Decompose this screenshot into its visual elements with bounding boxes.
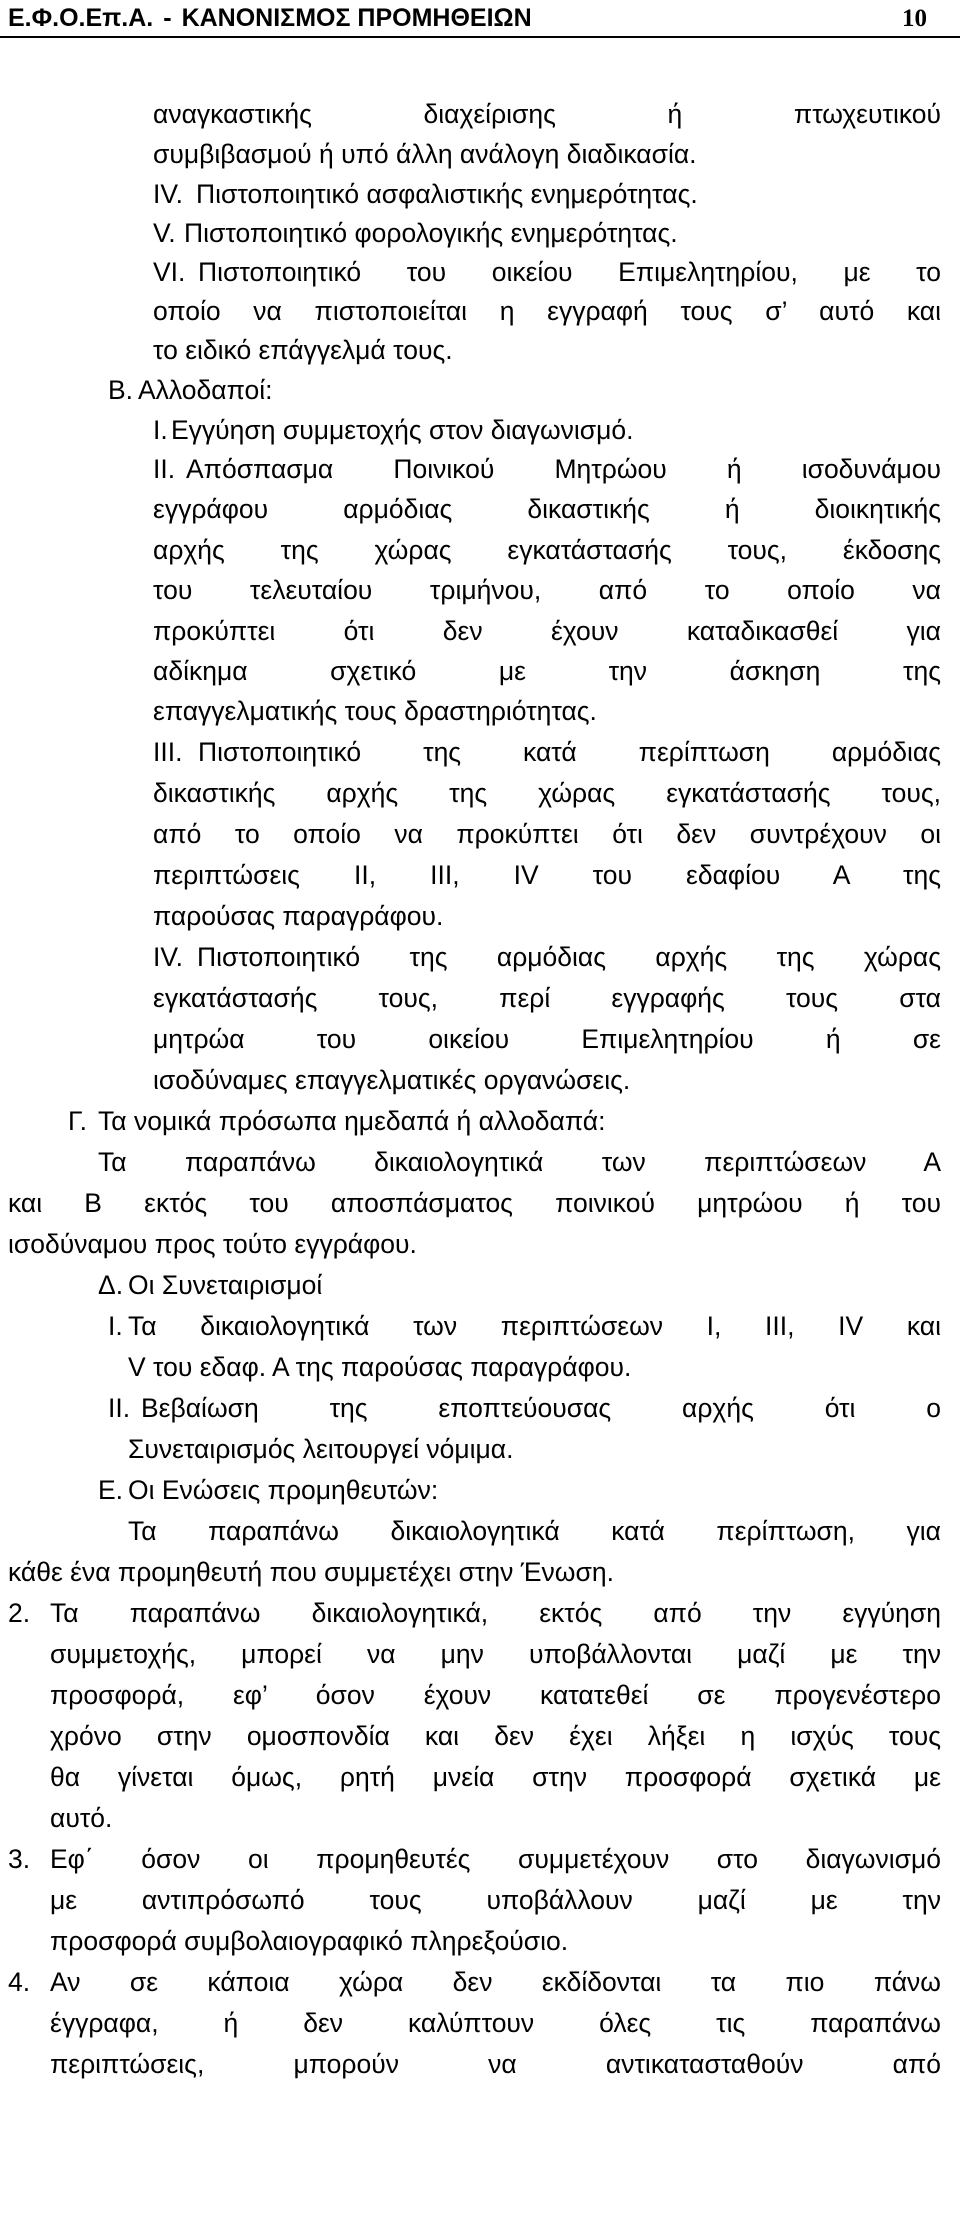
section-marker: Β. [108, 375, 134, 405]
text-line: Τα παραπάνω δικαιολογητικά, εκτός από την εγγύηση [50, 1598, 941, 1628]
header-title: ΚΑΝΟΝΙΣΜΟΣ ΠΡΟΜΗΘΕΙΩΝ [181, 4, 532, 32]
text-line: Εφ΄ όσον οι προμηθευτές συμμετέχουν στο διαγωνισμό [50, 1844, 941, 1874]
text-line: οποίο να πιστοποιείται η εγγραφή τους σ’ αυτό και [153, 296, 941, 326]
text-line: θα γίνεται όμως, ρητή μνεία στην προσφορά σχετικά με [50, 1762, 941, 1792]
item-marker: IV. [153, 179, 183, 209]
item-marker: I. [108, 1311, 123, 1341]
section-marker: Ε. [98, 1475, 124, 1505]
text-line: Απόσπασμα Ποινικού Μητρώου ή ισοδυνάμου [186, 454, 941, 484]
text-line: περιπτώσεις, μπορούν να αντικατασταθούν από [50, 2049, 941, 2079]
text-line: Πιστοποιητικό της κατά περίπτωση αρμόδιας [198, 737, 941, 767]
text-line: Πιστοποιητικό ασφαλιστικής ενημερότητας. [196, 179, 698, 209]
text-line: εγγράφου αρμόδιας δικαστικής ή διοικητικής [153, 494, 941, 524]
section-heading: Αλλοδαποί: [138, 375, 273, 405]
text-line: αναγκαστικής διαχείρισης ή πτωχευτικού [153, 99, 941, 129]
text-line: μητρώα του οικείου Επιμελητηρίου ή σε [153, 1024, 941, 1054]
text-line: το ειδικό επάγγελμά τους. [153, 335, 453, 365]
header-rule [0, 36, 960, 38]
text-line: δικαστικής αρχής της χώρας εγκατάστασής τους, [153, 778, 941, 808]
text-line: του τελευταίου τριμήνου, από το οποίο να [153, 575, 941, 605]
text-line: Συνεταιρισμός λειτουργεί νόμιμα. [128, 1434, 514, 1464]
text-line: παρούσας παραγράφου. [153, 901, 444, 931]
text-line: περιπτώσεις II, III, IV του εδαφίου Α της [153, 860, 941, 890]
page-header [8, 0, 532, 36]
text-line: επαγγελματικής τους δραστηριότητας. [153, 696, 597, 726]
section-heading: Τα νομικά πρόσωπα ημεδαπά ή αλλοδαπά: [98, 1106, 606, 1136]
text-line: προσφορά συμβολαιογραφικό πληρεξούσιο. [50, 1926, 569, 1956]
text-line: Τα παραπάνω δικαιολογητικά των περιπτώσεων Α [98, 1147, 941, 1177]
item-marker: III. [153, 737, 183, 767]
page-number: 10 [902, 5, 927, 32]
header-org: Ε.Φ.Ο.Επ.Α. [8, 4, 154, 32]
text-line: ισοδύναμου προς τούτο εγγράφου. [8, 1229, 417, 1259]
item-marker: VI. [153, 257, 186, 287]
text-line: και Β εκτός του αποσπάσματος ποινικού μητρώου ή του [8, 1188, 941, 1218]
paragraph-number: 2. [8, 1598, 31, 1628]
text-line: προσφορά, εφ’ όσον έχουν κατατεθεί σε προγενέστερο [50, 1680, 941, 1710]
text-line: από το οποίο να προκύπτει ότι δεν συντρέχουν οι [153, 819, 941, 849]
text-line: ισοδύναμες επαγγελματικές οργανώσεις. [153, 1065, 631, 1095]
text-line: με αντιπρόσωπό τους υποβάλλουν μαζί με την [50, 1885, 941, 1915]
item-marker: II. [108, 1393, 131, 1423]
text-line: συμβιβασμού ή υπό άλλη ανάλογη διαδικασία. [153, 139, 697, 169]
section-heading: Οι Συνεταιρισμοί [128, 1270, 323, 1300]
header-dash: - [163, 4, 172, 32]
section-heading: Οι Ενώσεις προμηθευτών: [128, 1475, 439, 1505]
text-line: Αν σε κάποια χώρα δεν εκδίδονται τα πιο πάνω [50, 1967, 941, 1997]
text-line: Τα παραπάνω δικαιολογητικά κατά περίπτωση, για [128, 1516, 941, 1546]
item-marker: IV. [153, 942, 183, 972]
text-line: Πιστοποιητικό του οικείου Επιμελητηρίου, με το [198, 257, 941, 287]
text-line: έγγραφα, ή δεν καλύπτουν όλες τις παραπάνω [50, 2008, 941, 2038]
text-line: Βεβαίωση της εποπτεύουσας αρχής ότι ο [141, 1393, 941, 1423]
item-marker: V. [153, 218, 176, 248]
text-line: Πιστοποιητικό φορολογικής ενημερότητας. [184, 218, 678, 248]
text-line: συμμετοχής, μπορεί να μην υποβάλλονται μαζί με την [50, 1639, 941, 1669]
paragraph-number: 4. [8, 1967, 31, 1997]
text-line: κάθε ένα προμηθευτή που συμμετέχει στην Ένωση. [8, 1557, 614, 1587]
item-marker: II. [153, 454, 176, 484]
text-line: Πιστοποιητικό της αρμόδιας αρχής της χώρας [197, 942, 941, 972]
text-line: V του εδαφ. Α της παρούσας παραγράφου. [128, 1352, 632, 1382]
text-line: Τα δικαιολογητικά των περιπτώσεων I, III, IV και [128, 1311, 941, 1341]
text-line: αυτό. [50, 1803, 113, 1833]
text-line: προκύπτει ότι δεν έχουν καταδικασθεί για [153, 616, 941, 646]
text-line: αδίκημα σχετικό με την άσκηση της [153, 656, 941, 686]
section-marker: Δ. [98, 1270, 124, 1300]
item-marker: I. [153, 415, 168, 445]
text-line: χρόνο στην ομοσπονδία και δεν έχει λήξει η ισχύς τους [50, 1721, 941, 1751]
text-line: εγκατάστασής τους, περί εγγραφής τους στα [153, 983, 941, 1013]
paragraph-number: 3. [8, 1844, 31, 1874]
section-marker: Γ. [68, 1106, 88, 1136]
text-line: Εγγύηση συμμετοχής στον διαγωνισμό. [171, 415, 634, 445]
text-line: αρχής της χώρας εγκατάστασής τους, έκδοσης [153, 535, 941, 565]
